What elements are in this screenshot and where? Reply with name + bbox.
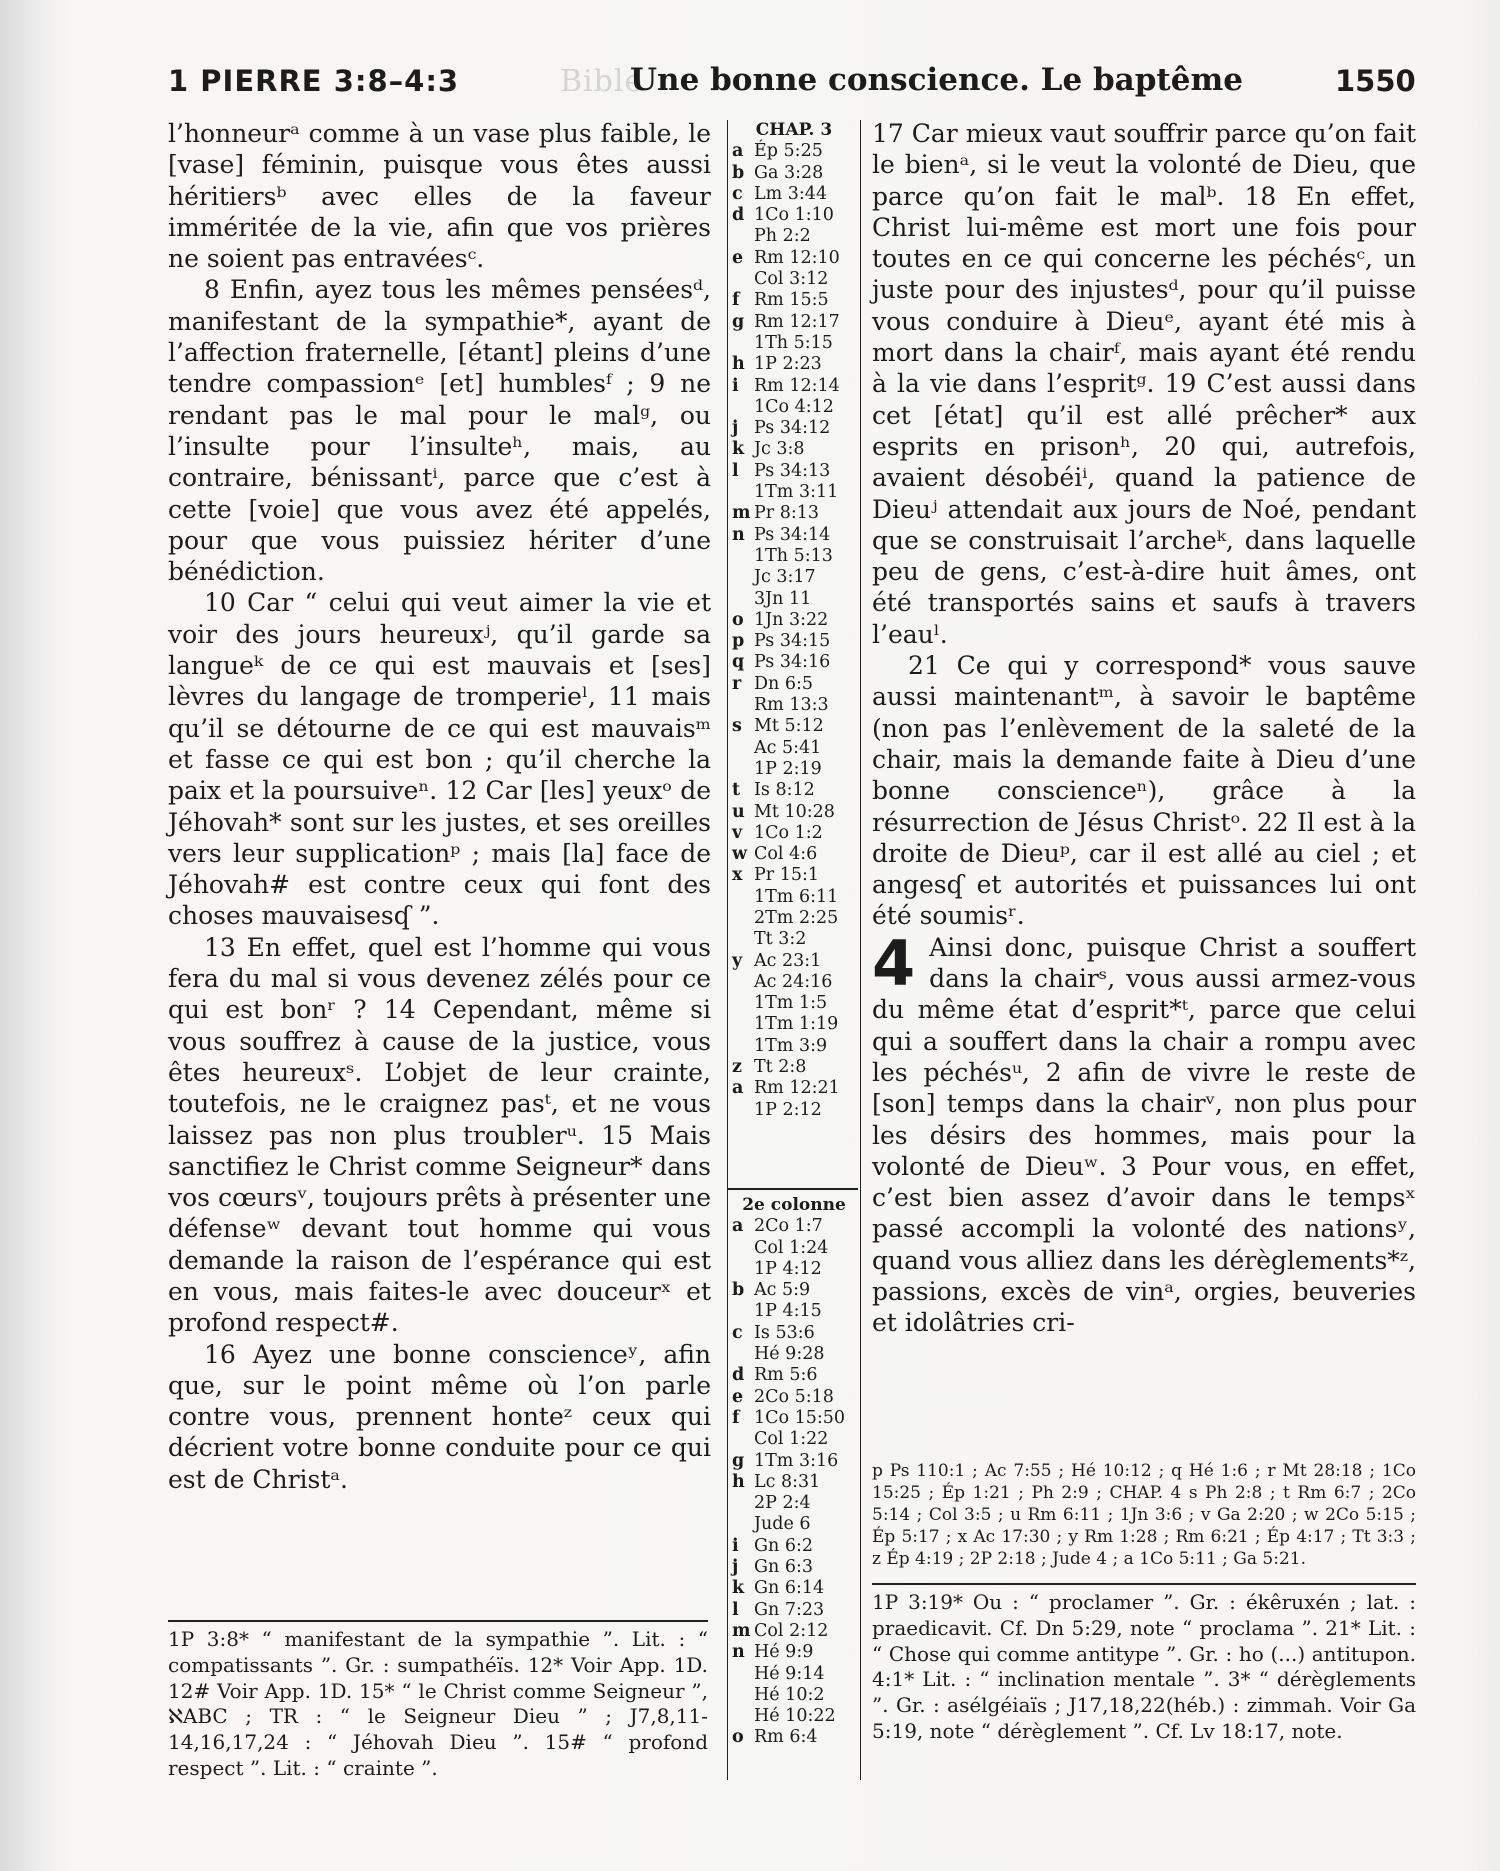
reference-text: Ps 34:12 <box>754 418 831 439</box>
cross-reference-item <box>732 1408 856 1429</box>
paragraph-text: Ainsi donc, puisque Christ a souffert dans la chairˢ, vous aussi armez-vous du même état d’esprit*ᵗ, parce que celui qui a souffert dans la chair a rompu avec les péchésᵘ, 2 afin de vivre le reste de [son] temps dans la chairᵛ, non plus pour les désirs des hommes, mais pour la volonté de Dieuʷ. 3 Pour vous, en effet, c’est bien assez d’avoir dans le tempsˣ passé accompli la volonté des nationsʸ, quand vous alliez dans les dérèglements*ᶻ, passions, excès de vinᵃ, orgies, beuveries et idolâtries cri- <box>872 932 1416 1338</box>
cross-reference-item <box>732 248 856 269</box>
reference-letter: x <box>732 865 743 886</box>
reference-text: 1Jn 3:22 <box>754 609 829 630</box>
cross-reference-item <box>732 823 856 844</box>
reference-letter: k <box>732 1578 745 1599</box>
cross-reference-item <box>732 631 856 652</box>
reference-letter <box>732 1664 754 1685</box>
reference-letter: o <box>732 1727 744 1748</box>
reference-letter: c <box>732 1322 743 1343</box>
cross-reference-item <box>732 1578 856 1599</box>
reference-text: Rm 15:5 <box>754 290 829 311</box>
cross-reference-item <box>732 1685 856 1706</box>
reference-letter <box>732 1301 754 1322</box>
cross-reference-item <box>732 780 856 801</box>
refs-heading: 2e colonne <box>742 1195 846 1215</box>
reference-text: Gn 6:3 <box>754 1557 813 1578</box>
reference-letter: n <box>732 524 745 545</box>
footnote-left: 1P 3:8* “ manifestant de la sympathie ”. Lit. : “ compatissants ”. Gr. : sumpathéïs. 12* Voir App. 1D. 12# Voir App. 1D. 15* “ le Christ comme Seigneur ”, ℵABC ; TR : “ le Seigneur Dieu ” ; J7,8,11-14,16,17,24 : “ Jéhovah Dieu ”. 15# “ profond respect ”. Lit. : “ crainte ”. <box>168 1627 708 1780</box>
paragraph: l’honneurᵃ comme à un vase plus faible, le [vase] féminin, puisque vous êtes aussi héritiersᵇ avec elles de la faveur imméritée de la vie, afin que vos prières ne soient pas entravéesᶜ. <box>168 119 711 274</box>
reference-letter <box>732 397 754 418</box>
reference-letter: j <box>732 1557 739 1578</box>
reference-letter <box>732 1493 754 1514</box>
reference-letter <box>732 929 754 950</box>
page-number: 1550 <box>1335 64 1416 98</box>
reference-letter: j <box>732 418 739 439</box>
reference-text: 1P 2:12 <box>754 1099 822 1120</box>
reference-letter: q <box>732 652 745 673</box>
reference-letter <box>732 695 754 716</box>
reference-text: Hé 10:2 <box>754 1684 825 1705</box>
reference-text: 1Tm 3:11 <box>754 482 839 503</box>
reference-text: Mt 5:12 <box>754 716 824 737</box>
page-title: Une bonne conscience. Le baptême <box>630 62 1243 98</box>
reference-text: 1Co 1:2 <box>754 822 823 843</box>
reference-text: Ac 24:16 <box>754 971 833 992</box>
reference-text: Gn 6:14 <box>754 1578 825 1599</box>
reference-text: Lc 8:31 <box>754 1471 821 1492</box>
reference-text: Rm 12:21 <box>754 1078 840 1099</box>
reference-letter: d <box>732 205 745 226</box>
column-divider-left <box>727 120 728 1780</box>
cross-reference-item <box>732 1259 856 1280</box>
text-column-left <box>168 118 711 1495</box>
reference-letter: v <box>732 822 743 843</box>
reference-text: Tt 2:8 <box>754 1057 807 1078</box>
cross-reference-item <box>732 589 856 610</box>
reference-text: 1P 2:23 <box>754 354 822 375</box>
reference-letter: t <box>732 780 741 801</box>
reference-text: Ps 34:16 <box>754 652 831 673</box>
cross-reference-item <box>732 759 856 780</box>
reference-text: Col 1:22 <box>754 1429 829 1450</box>
cross-reference-item <box>732 269 856 290</box>
reference-text: 1Co 1:10 <box>754 205 834 226</box>
reference-text: Rm 13:3 <box>754 695 829 716</box>
reference-letter: w <box>732 844 748 865</box>
reference-text: 2P 2:4 <box>754 1493 811 1514</box>
cross-reference-item <box>732 887 856 908</box>
reference-text: Gn 6:2 <box>754 1535 813 1556</box>
reference-text: Col 3:12 <box>754 269 829 290</box>
reference-letter: n <box>732 1642 745 1663</box>
cross-reference-item <box>732 865 856 886</box>
cross-reference-item <box>732 738 856 759</box>
reference-letter <box>732 1514 754 1535</box>
reference-letter: a <box>732 1216 744 1237</box>
cross-reference-item <box>732 376 856 397</box>
reference-letter: o <box>732 609 744 630</box>
reference-text: Rm 12:10 <box>754 247 840 268</box>
reference-letter <box>732 482 754 503</box>
cross-reference-item <box>732 461 856 482</box>
reference-letter: g <box>732 311 745 332</box>
reference-letter: b <box>732 162 745 183</box>
reference-letter: d <box>732 1365 745 1386</box>
cross-reference-item <box>732 567 856 588</box>
reference-text: Col 4:6 <box>754 844 818 865</box>
reference-letter <box>732 546 754 567</box>
cross-reference-item <box>732 695 856 716</box>
reference-letter <box>732 993 754 1014</box>
cross-reference-item <box>732 1536 856 1557</box>
reference-text: Ps 34:13 <box>754 460 831 481</box>
reference-letter <box>732 589 754 610</box>
reference-letter <box>732 333 754 354</box>
reference-text: Hé 9:28 <box>754 1344 825 1365</box>
reference-text: Mt 10:28 <box>754 801 835 822</box>
cross-reference-column-bottom <box>732 1195 856 1749</box>
reference-letter: a <box>732 141 744 162</box>
cross-reference-item <box>732 418 856 439</box>
reference-text: Ac 5:41 <box>754 737 822 758</box>
reference-text: Ac 5:9 <box>754 1280 811 1301</box>
reference-letter <box>732 1036 754 1057</box>
cross-reference-column-top <box>732 120 856 1121</box>
cross-reference-item <box>732 1451 856 1472</box>
reference-text: Tt 3:2 <box>754 929 807 950</box>
reference-text: 2Tm 2:25 <box>754 907 839 928</box>
paragraph: 21 Ce qui y correspond* vous sauve aussi maintenantᵐ, à savoir le baptême (non pas l’enlèvement de la saleté de la chair, mais la demande faite à Dieu d’une bonne conscienceⁿ), grâce à la résurrection de Jésus Christᵒ. 22 Il est à la droite de Dieuᵖ, car il est allé au ciel ; et angesʠ et autorités et puissances lui ont été soumisʳ. <box>872 651 1416 931</box>
reference-letter: b <box>732 1280 745 1301</box>
reference-letter: l <box>732 460 739 481</box>
reference-text: 1P 4:15 <box>754 1301 822 1322</box>
cross-reference-item <box>732 908 856 929</box>
cross-reference-item <box>732 1387 856 1408</box>
reference-text: Rm 12:14 <box>754 375 840 396</box>
refs-separator <box>728 1188 858 1190</box>
reference-letter: f <box>732 1407 740 1428</box>
cross-reference-item <box>732 354 856 375</box>
reference-text: 2Co 5:18 <box>754 1386 834 1407</box>
reference-text: 1Tm 1:19 <box>754 1014 839 1035</box>
reference-letter: i <box>732 375 739 396</box>
reference-text: Hé 9:14 <box>754 1663 825 1684</box>
reference-text: Hé 10:22 <box>754 1706 836 1727</box>
reference-letter <box>732 269 754 290</box>
reference-letter <box>732 1014 754 1035</box>
reference-letter: f <box>732 290 740 311</box>
reference-text: 1Tm 6:11 <box>754 886 839 907</box>
cross-reference-item <box>732 163 856 184</box>
reference-letter <box>732 759 754 780</box>
reference-text: Dn 6:5 <box>754 673 814 694</box>
paragraph: 13 En effet, quel est l’homme qui vous fera du mal si vous devenez zélés pour ce qui est bonʳ ? 14 Cependant, même si vous souffrez à cause de la justice, vous êtes heureuxˢ. L’objet de leur crainte, toutefois, ne le craignez pasᵗ, et ne vous laissez pas non plus troublerᵘ. 15 Mais sanctifiez le Christ comme Seigneur* dans vos cœursᵛ, toujours prêts à présenter une défenseʷ devant tout homme qui vous demande la raison de l’espérance qui est en vous, mais faites-le avec douceurˣ et profond respect#. <box>168 932 711 1338</box>
reference-letter: s <box>732 716 742 737</box>
reference-text: Rm 5:6 <box>754 1365 818 1386</box>
reference-letter: a <box>732 1078 744 1099</box>
reference-text: Ph 2:2 <box>754 226 811 247</box>
cross-reference-item <box>732 1078 856 1099</box>
page-reference: 1 PIERRE 3:8–4:3 <box>168 64 460 98</box>
cross-reference-item <box>732 482 856 503</box>
reference-letter: g <box>732 1450 745 1471</box>
cross-reference-item <box>732 503 856 524</box>
reference-text: 1Th 5:13 <box>754 545 833 566</box>
footnote-rule-left <box>168 1620 708 1622</box>
cross-reference-item <box>732 1472 856 1493</box>
text-column-right <box>872 118 1416 1339</box>
reference-text: Rm 12:17 <box>754 311 840 332</box>
cross-reference-item <box>732 972 856 993</box>
reference-letter <box>732 1429 754 1450</box>
reference-text: 1P 2:19 <box>754 758 822 779</box>
reference-letter: h <box>732 1471 745 1492</box>
reference-letter: m <box>732 1620 751 1641</box>
reference-letter: y <box>732 950 743 971</box>
reference-text: 1Tm 3:9 <box>754 1035 828 1056</box>
reference-letter: z <box>732 1057 742 1078</box>
paragraph: 16 Ayez une bonne conscienceʸ, afin que, sur le point même où l’on parle contre vous, prennent honteᶻ ceux qui décrient votre bonne conduite pour ce qui est de Christᵃ. <box>168 1339 711 1494</box>
paragraph: 10 Car “ celui qui veut aimer la vie et voir des jours heureuxʲ, qu’il garde sa langueᵏ de ce qui est mauvais et [ses] lèvres du langage de tromperieˡ, 11 mais qu’il se détourne de ce qui est mauvaisᵐ et fasse ce qui est bon ; qu’il cherche la paix et la poursuiveⁿ. 12 Car [les] yeuxᵒ de Jéhovah* sont sur les justes, et ses oreilles vers leur supplicationᵖ ; mais [la] face de Jéhovah# est contre ceux qui font des choses mauvaisesʠ ”. <box>168 588 711 931</box>
chapter-number: 4 <box>872 926 916 1000</box>
cross-reference-item <box>732 1429 856 1450</box>
reference-letter <box>732 1344 754 1365</box>
reference-letter <box>732 1100 754 1121</box>
column-divider-right <box>860 120 861 1780</box>
cross-reference-item <box>732 1557 856 1578</box>
reference-text: Jude 6 <box>754 1514 811 1535</box>
reference-letter: k <box>732 439 745 460</box>
cross-reference-item <box>732 1301 856 1322</box>
cross-reference-item <box>732 1036 856 1057</box>
reference-text: Lm 3:44 <box>754 183 828 204</box>
refs-heading: CHAP. 3 <box>755 120 833 140</box>
cross-reference-item <box>732 226 856 247</box>
cross-reference-item <box>732 802 856 823</box>
reference-letter <box>732 908 754 929</box>
reference-letter <box>732 738 754 759</box>
reference-letter <box>732 226 754 247</box>
cross-reference-item <box>732 1100 856 1121</box>
reference-text: 1Tm 1:5 <box>754 993 828 1014</box>
cross-reference-item <box>732 1014 856 1035</box>
reference-text: Jc 3:8 <box>754 439 805 460</box>
reference-text: Is 8:12 <box>754 780 815 801</box>
chapter-4-paragraph <box>872 926 1416 1339</box>
cross-reference-item <box>732 610 856 631</box>
cross-reference-item <box>732 951 856 972</box>
cross-reference-item <box>732 525 856 546</box>
reference-letter: h <box>732 354 745 375</box>
cross-reference-item <box>732 290 856 311</box>
cross-reference-item <box>732 929 856 950</box>
reference-text: 2Co 1:7 <box>754 1216 823 1237</box>
cross-reference-item <box>732 1664 856 1685</box>
reference-letter: p <box>732 631 745 652</box>
cross-reference-item <box>732 312 856 333</box>
reference-letter <box>732 1685 754 1706</box>
cross-reference-item <box>732 1514 856 1535</box>
reference-letter <box>732 1238 754 1259</box>
cross-reference-item <box>732 546 856 567</box>
paragraph: 17 Car mieux vaut souffrir parce qu’on fait le bienᵃ, si le veut la volonté de Dieu, que parce qu’on fait le malᵇ. 18 En effet, Christ lui-même est mort une fois pour toutes en ce qui concerne les péchésᶜ, un juste pour des injustesᵈ, pour qu’il puisse vous conduire à Dieuᵉ, ayant été mis à mort dans la chairᶠ, mais ayant été rendu à la vie dans l’espritᵍ. 19 C’est aussi dans cet [état] qu’il est allé prêcher* aux esprits en prisonʰ, 20 qui, autrefois, avaient désobéiⁱ, quand la patience de Dieuʲ attendait aux jours de Noé, pendant que se construisait l’archeᵏ, dans laquelle peu de gens, c’est-à-dire huit âmes, ont été transportés sains et saufs à travers l’eauˡ. <box>872 119 1416 649</box>
cross-reference-item <box>732 1621 856 1642</box>
cross-reference-item <box>732 1344 856 1365</box>
cross-reference-item <box>732 844 856 865</box>
cross-reference-item <box>732 1323 856 1344</box>
cross-reference-item <box>732 1216 856 1237</box>
reference-text: Pr 8:13 <box>754 503 820 524</box>
paragraph: 8 Enfin, ayez tous les mêmes penséesᵈ, manifestant de la sympathie*, ayant de l’affection fraternelle, [étant] pleins d’une tendre compassionᵉ [et] humblesᶠ ; 9 ne rendant pas le mal pour le malᵍ, ou l’insulte pour l’insulteʰ, mais, au contraire, bénissantⁱ, parce que c’est à cette [voie] que vous avez été appelés, pour que vous puissiez hériter d’une bénédiction. <box>168 275 711 587</box>
cross-reference-item <box>732 1493 856 1514</box>
reference-text: Rm 6:4 <box>754 1727 818 1748</box>
reference-text: Pr 15:1 <box>754 865 820 886</box>
reference-text: 1P 4:12 <box>754 1258 822 1279</box>
reference-text: 1Co 15:50 <box>754 1407 846 1428</box>
reference-text: 1Th 5:15 <box>754 332 833 353</box>
reference-text: 1Co 4:12 <box>754 396 834 417</box>
cross-reference-item <box>732 205 856 226</box>
footnote-right: 1P 3:19* Ou : “ proclamer ”. Gr. : ékêruxén ; lat. : praedicavit. Cf. Dn 5:29, note “ proclama ”. 21* Lit. : “ Chose qui comme antitype ”. Gr. : ho (...) antitupon. 4:1* Lit. : “ inclination mentale ”. 3* “ dérèglements ”. Gr. : asélgéiaïs ; J17,18,22(héb.) : zimmah. Voir Ga 5:19, note “ dérèglement ”. Cf. Lv 18:17, note. <box>872 1590 1416 1743</box>
cross-reference-item <box>732 184 856 205</box>
reference-text: Jc 3:17 <box>754 567 816 588</box>
bottom-cross-references: p Ps 110:1 ; Ac 7:55 ; Hé 10:12 ; q Hé 1:6 ; r Mt 28:18 ; 1Co 15:25 ; Ép 1:21 ; Ph 2:9 ; CHAP. 4 s Ph 2:8 ; t Rm 6:7 ; 2Co 5:14 ; Col 3:5 ; u Rm 6:11 ; 1Jn 3:6 ; v Ga 2:20 ; w 2Co 5:15 ; Ép 5:17 ; x Ac 17:30 ; y Rm 1:28 ; Rm 6:21 ; Ép 4:17 ; Tt 3:3 ; z Ép 4:19 ; 2P 2:18 ; Jude 4 ; a 1Co 5:11 ; Ga 5:21. <box>872 1461 1416 1569</box>
cross-reference-item <box>732 1057 856 1078</box>
reference-letter: r <box>732 673 742 694</box>
footnote-rule-right <box>872 1583 1416 1585</box>
reference-letter: c <box>732 183 743 204</box>
cross-reference-item <box>732 439 856 460</box>
reference-text: Col 1:24 <box>754 1237 829 1258</box>
cross-reference-item <box>732 716 856 737</box>
cross-reference-item <box>732 333 856 354</box>
reference-letter: u <box>732 801 745 822</box>
reference-text: Col 2:12 <box>754 1620 829 1641</box>
reference-text: Ps 34:14 <box>754 524 831 545</box>
reference-text: Is 53:6 <box>754 1322 815 1343</box>
reference-letter <box>732 972 754 993</box>
bleed-through-text: Bible <box>560 64 644 99</box>
reference-text: Ép 5:25 <box>754 141 823 162</box>
cross-reference-item <box>732 1365 856 1386</box>
reference-text: Ga 3:28 <box>754 162 824 183</box>
reference-letter: i <box>732 1535 739 1556</box>
reference-letter: l <box>732 1599 739 1620</box>
reference-text: Ps 34:15 <box>754 631 831 652</box>
reference-letter <box>732 567 754 588</box>
cross-reference-item <box>732 1706 856 1727</box>
reference-text: Gn 7:23 <box>754 1599 825 1620</box>
cross-reference-item <box>732 1600 856 1621</box>
reference-text: Ac 23:1 <box>754 950 822 971</box>
cross-reference-item <box>732 674 856 695</box>
cross-reference-item <box>732 1642 856 1663</box>
cross-reference-item <box>732 652 856 673</box>
reference-letter: e <box>732 247 744 268</box>
cross-reference-item <box>732 1280 856 1301</box>
cross-reference-item <box>732 397 856 418</box>
reference-letter: e <box>732 1386 744 1407</box>
cross-reference-item <box>732 141 856 162</box>
reference-letter <box>732 1706 754 1727</box>
reference-letter <box>732 887 754 908</box>
cross-reference-item <box>732 1238 856 1259</box>
cross-reference-item <box>732 1727 856 1748</box>
reference-text: Hé 9:9 <box>754 1642 814 1663</box>
cross-reference-item <box>732 993 856 1014</box>
reference-text: 3Jn 11 <box>754 588 812 609</box>
reference-text: 1Tm 3:16 <box>754 1450 839 1471</box>
reference-letter <box>732 1259 754 1280</box>
reference-letter: m <box>732 503 751 524</box>
